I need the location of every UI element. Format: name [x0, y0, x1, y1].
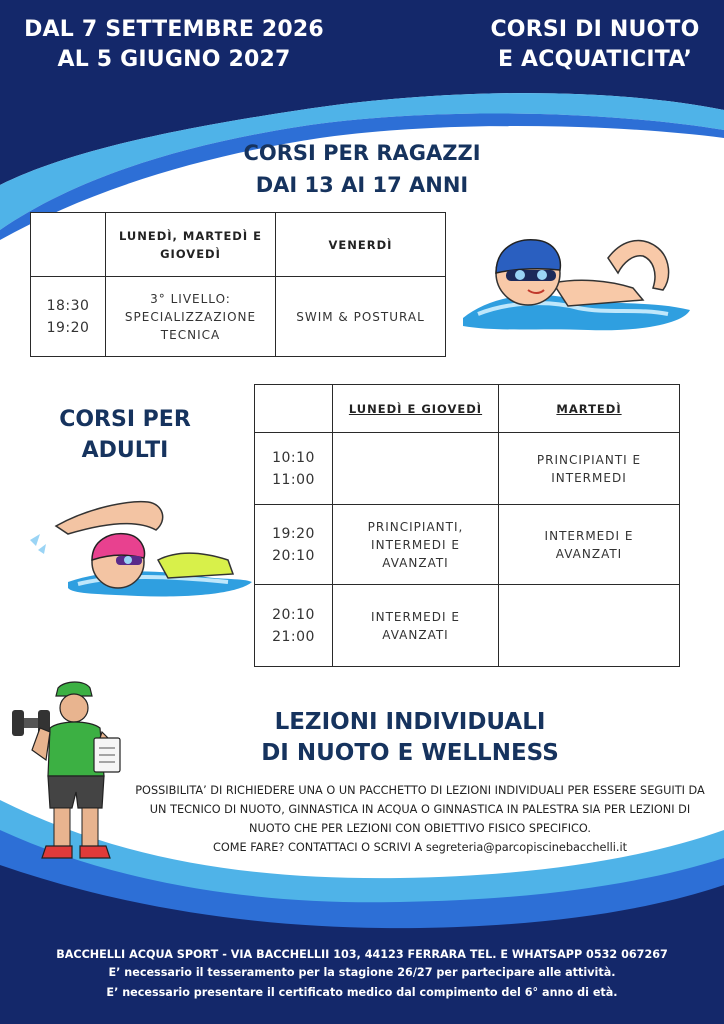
- individuali-text: POSSIBILITA’ DI RICHIEDERE UNA O UN PACCHETTO DI LEZIONI INDIVIDUALI PER ESSERE SEGUITI DA UN TECNICO DI NUOTO, GINNASTICA IN ACQUA O GINNASTICA IN PALESTRA SIA PER LEZIONI DI NUOTO CHE PER LEZIONI CON OBIETTIVO FISICO SPECIFICO.: [135, 784, 705, 835]
- ragazzi-cell-1-text: 3° LIVELLO: SPECIALIZZAZIONE TECNICA: [124, 291, 257, 342]
- individuali-title: [200, 707, 620, 769]
- ragazzi-time-cell: [31, 277, 106, 357]
- ragazzi-title-line-2: DAI 13 AI 17 ANNI: [255, 173, 469, 197]
- adulti-time-cell: [255, 505, 333, 585]
- ragazzi-title-line-1: CORSI PER RAGAZZI: [243, 141, 481, 165]
- adulti-cell-text: PRINCIPIANTI E INTERMEDI: [536, 452, 642, 485]
- adulti-cell: [333, 585, 499, 667]
- title-header: [472, 15, 718, 75]
- footer-note-medical: E’ necessario presentare il certificato medico dal compimento del 6° anno di età.: [106, 986, 618, 999]
- adulti-time-cell: [255, 585, 333, 667]
- adulti-cell-text: INTERMEDI E AVANZATI: [544, 528, 634, 561]
- adulti-col-2: [499, 385, 680, 433]
- adulti-title: [40, 404, 210, 466]
- adulti-cell: [499, 585, 680, 667]
- title-line-1: CORSI DI NUOTO: [490, 17, 700, 42]
- ragazzi-col-2: VENERDÌ: [276, 213, 446, 277]
- time-start: 10:10: [272, 449, 315, 466]
- ragazzi-corner-cell: [31, 213, 106, 277]
- adulti-title-line-2: ADULTI: [81, 438, 169, 463]
- footer-note-membership: E’ necessario il tesseramento per la stagione 26/27 per partecipare alle attività.: [108, 966, 616, 979]
- adulti-title-line-1: CORSI PER: [59, 407, 191, 432]
- time-start: 19:20: [272, 525, 315, 542]
- title-line-2: E ACQUATICITA’: [497, 47, 693, 72]
- ragazzi-table: [30, 212, 446, 357]
- individuali-title-line-2: DI NUOTO E WELLNESS: [261, 740, 559, 766]
- adulti-row: [255, 505, 680, 585]
- adulti-col-1: [333, 385, 499, 433]
- ragazzi-cell-1: [106, 277, 276, 357]
- time-end: 19:20: [46, 319, 90, 336]
- swimmer-woman-icon: [28, 490, 254, 602]
- adulti-cell: [499, 433, 680, 505]
- adulti-cell: [333, 505, 499, 585]
- footer-address: BACCHELLI ACQUA SPORT - VIA BACCHELLII 103, 44123 FERRARA TEL. E WHATSAPP 0532 067267: [56, 948, 668, 961]
- time-start: 18:30: [46, 297, 90, 314]
- adulti-cell-text: INTERMEDI E AVANZATI: [371, 609, 460, 642]
- adulti-cell-text: PRINCIPIANTI, INTERMEDI E AVANZATI: [367, 519, 464, 570]
- adulti-col-1-label: LUNEDÌ E GIOVEDÌ: [348, 401, 483, 416]
- individuali-title-line-1: LEZIONI INDIVIDUALI: [274, 709, 546, 735]
- adulti-cell: [333, 433, 499, 505]
- time-start: 20:10: [272, 606, 315, 623]
- adulti-cell: [499, 505, 680, 585]
- ragazzi-cell-2: SWIM & POSTURAL: [276, 277, 446, 357]
- individuali-description: [130, 781, 710, 857]
- adulti-col-2-label: MARTEDÌ: [556, 401, 622, 416]
- dates-line-1: DAL 7 SETTEMBRE 2026: [24, 17, 324, 42]
- trainer-icon: [10, 680, 132, 872]
- time-end: 21:00: [272, 628, 315, 645]
- individuali-contact: COME FARE? CONTATTACI O SCRIVI A segreteria@parcopiscinebacchelli.it: [212, 841, 628, 854]
- time-end: 20:10: [272, 547, 315, 564]
- dates-line-2: AL 5 GIUGNO 2027: [57, 47, 291, 72]
- adulti-corner-cell: [255, 385, 333, 433]
- adulti-time-cell: [255, 433, 333, 505]
- adulti-row: [255, 585, 680, 667]
- swimmer-boy-icon: [458, 228, 694, 338]
- ragazzi-col-1: LUNEDÌ, MARTEDÌ E GIOVEDÌ: [106, 213, 276, 277]
- dates-header: [18, 15, 330, 75]
- adulti-table: [254, 384, 680, 667]
- ragazzi-title: [200, 137, 524, 201]
- time-end: 11:00: [272, 471, 315, 488]
- adulti-row: [255, 433, 680, 505]
